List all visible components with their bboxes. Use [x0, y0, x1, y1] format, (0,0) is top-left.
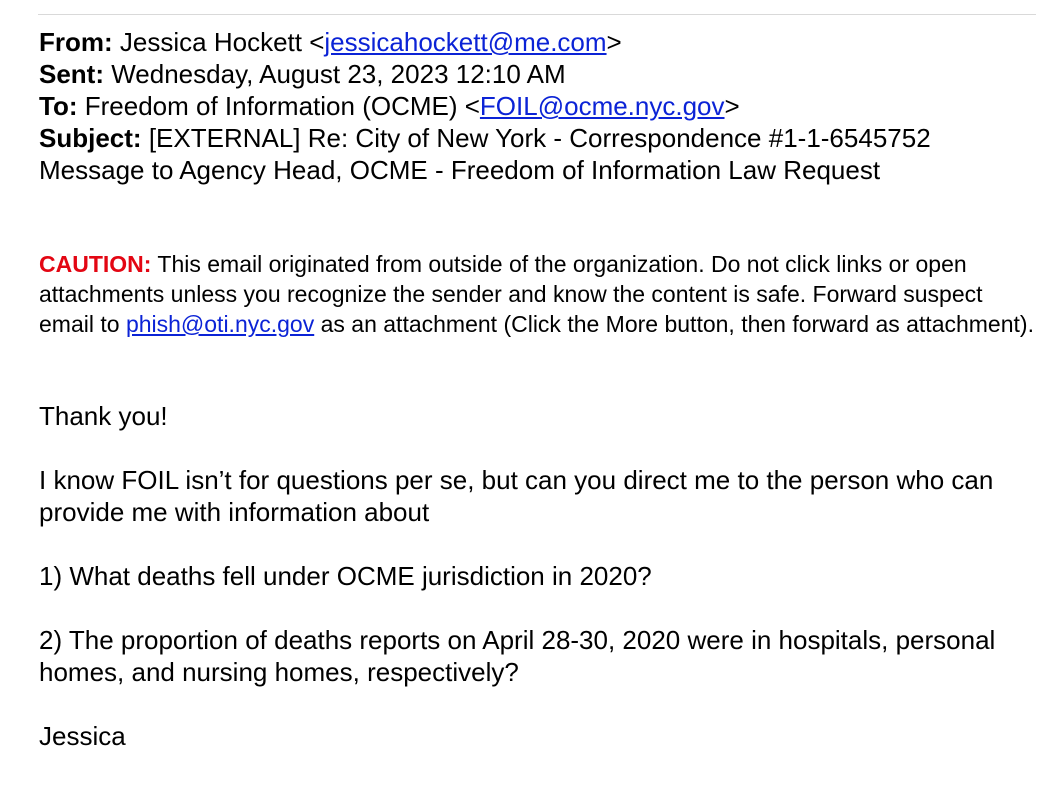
- question-2: 2) The proportion of deaths reports on April 28-30, 2020 were in hospitals, personal homes, and nursing homes, respectively?: [39, 625, 996, 687]
- subject-line: [39, 122, 1029, 186]
- email-header: [39, 26, 1029, 186]
- question-1: 1) What deaths fell under OCME jurisdiction in 2020?: [39, 561, 652, 591]
- to-close: >: [724, 91, 740, 121]
- from-name: Jessica Hockett <: [119, 27, 325, 57]
- thanks-text: Thank you!: [39, 401, 168, 431]
- caution-banner: [39, 249, 1039, 339]
- top-divider: [38, 14, 1036, 15]
- to-email-link[interactable]: FOIL@ocme.nyc.gov: [479, 91, 725, 121]
- signature: Jessica: [39, 721, 126, 751]
- sent-label: Sent:: [39, 59, 104, 89]
- to-line: [39, 90, 1029, 122]
- sent-line: [39, 58, 1029, 90]
- from-email-link[interactable]: jessicahockett@me.com: [324, 27, 607, 57]
- caution-text: This email originated from outside of the organization. Do not click links or open attachments unless you recognize the sender and know the content is safe. Forward suspect email to: [39, 251, 983, 337]
- caution-text-after: as an attachment (Click the More button, then forward as attachment).: [320, 311, 1034, 337]
- subject-label: Subject:: [39, 123, 142, 153]
- intro-paragraph: I know FOIL isn’t for questions per se, but can you direct me to the person who can provide me with information about: [39, 465, 994, 527]
- from-close: >: [606, 27, 622, 57]
- from-label: From:: [39, 27, 113, 57]
- caution-label: CAUTION:: [39, 251, 152, 277]
- from-line: [39, 26, 1029, 58]
- subject-value: [EXTERNAL] Re: City of New York - Correspondence #1-1-6545752 Message to Agency Head, OCME - Freedom of Information Law Request: [39, 123, 931, 185]
- phish-report-link[interactable]: phish@oti.nyc.gov: [125, 311, 315, 337]
- sent-value: Wednesday, August 23, 2023 12:10 AM: [111, 59, 566, 89]
- to-label: To:: [39, 91, 78, 121]
- to-name: Freedom of Information (OCME) <: [84, 91, 480, 121]
